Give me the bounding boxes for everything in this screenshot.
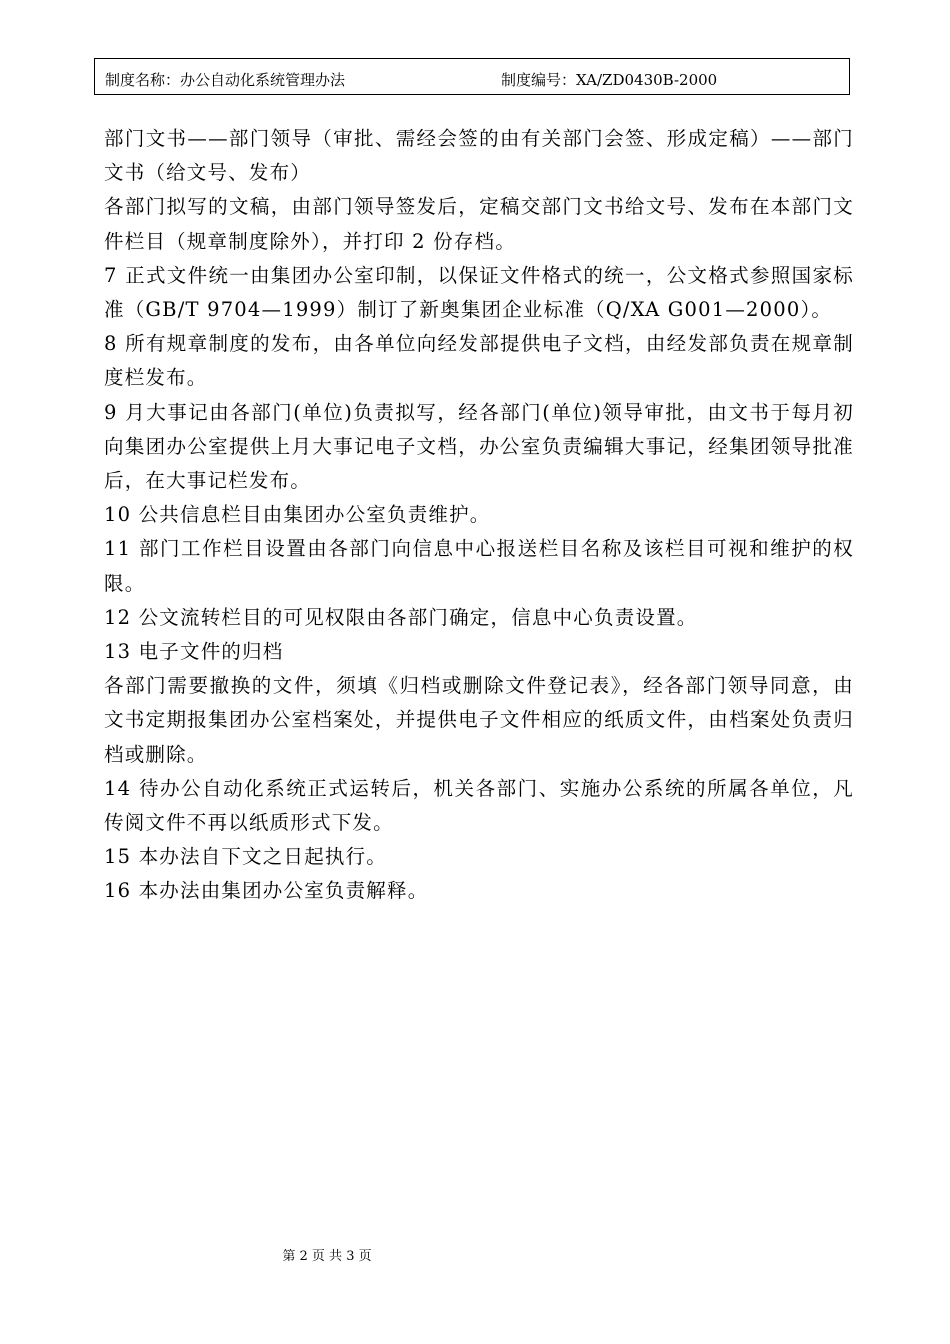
paragraph: 12 公文流转栏目的可见权限由各部门确定，信息中心负责设置。 <box>104 605 698 629</box>
paragraph: 7 正式文件统一由集团办公室印制，以保证文件格式的统一，公文格式参照国家标准（GB/T 9704—1999）制订了新奥集团企业标准（Q/XA G001—2000）。 <box>104 263 854 322</box>
regulation-name: 制度名称：办公自动化系统管理办法 <box>105 71 346 89</box>
regulation-code: 制度编号：XA/ZD0430B-2000 <box>501 71 718 89</box>
section-heading: 13 电子文件的归档 <box>104 640 284 664</box>
paragraph: 部门文书——部门领导（审批、需经会签的由有关部门会签、形成定稿）——部门文书（给文号、发布） <box>104 127 854 185</box>
paragraph: 9 月大事记由各部门(单位)负责拟写，经各部门(单位)领导审批，由文书于每月初向集团办公室提供上月大事记电子文档，办公室负责编辑大事记，经集团领导批准后，在大事记栏发布。 <box>104 400 854 493</box>
document-header <box>94 58 850 95</box>
paragraph: 16 本办法由集团办公室负责解释。 <box>104 879 429 903</box>
paragraph: 各部门需要撤换的文件，须填《归档或删除文件登记表》，经各部门领导同意，由文书定期报集团办公室档案处，并提供电子文件相应的纸质文件，由档案处负责归档或删除。 <box>104 674 854 766</box>
document-body <box>104 122 854 909</box>
paragraph: 11 部门工作栏目设置由各部门向信息中心报送栏目名称及该栏目可视和维护的权限。 <box>104 537 854 595</box>
paragraph: 14 待办公自动化系统正式运转后，机关各部门、实施办公系统的所属各单位，凡传阅文件不再以纸质形式下发。 <box>104 776 854 835</box>
paragraph: 15 本办法自下文之日起执行。 <box>104 845 388 869</box>
paragraph: 各部门拟写的文稿，由部门领导签发后，定稿交部门文书给文号、发布在本部门文件栏目（规章制度除外），并打印 2 份存档。 <box>104 195 854 253</box>
paragraph: 10 公共信息栏目由集团办公室负责维护。 <box>104 503 491 527</box>
paragraph: 8 所有规章制度的发布，由各单位向经发部提供电子文档，由经发部负责在规章制度栏发布。 <box>104 332 854 390</box>
page-number: 第 2 页 共 3 页 <box>282 1249 372 1264</box>
